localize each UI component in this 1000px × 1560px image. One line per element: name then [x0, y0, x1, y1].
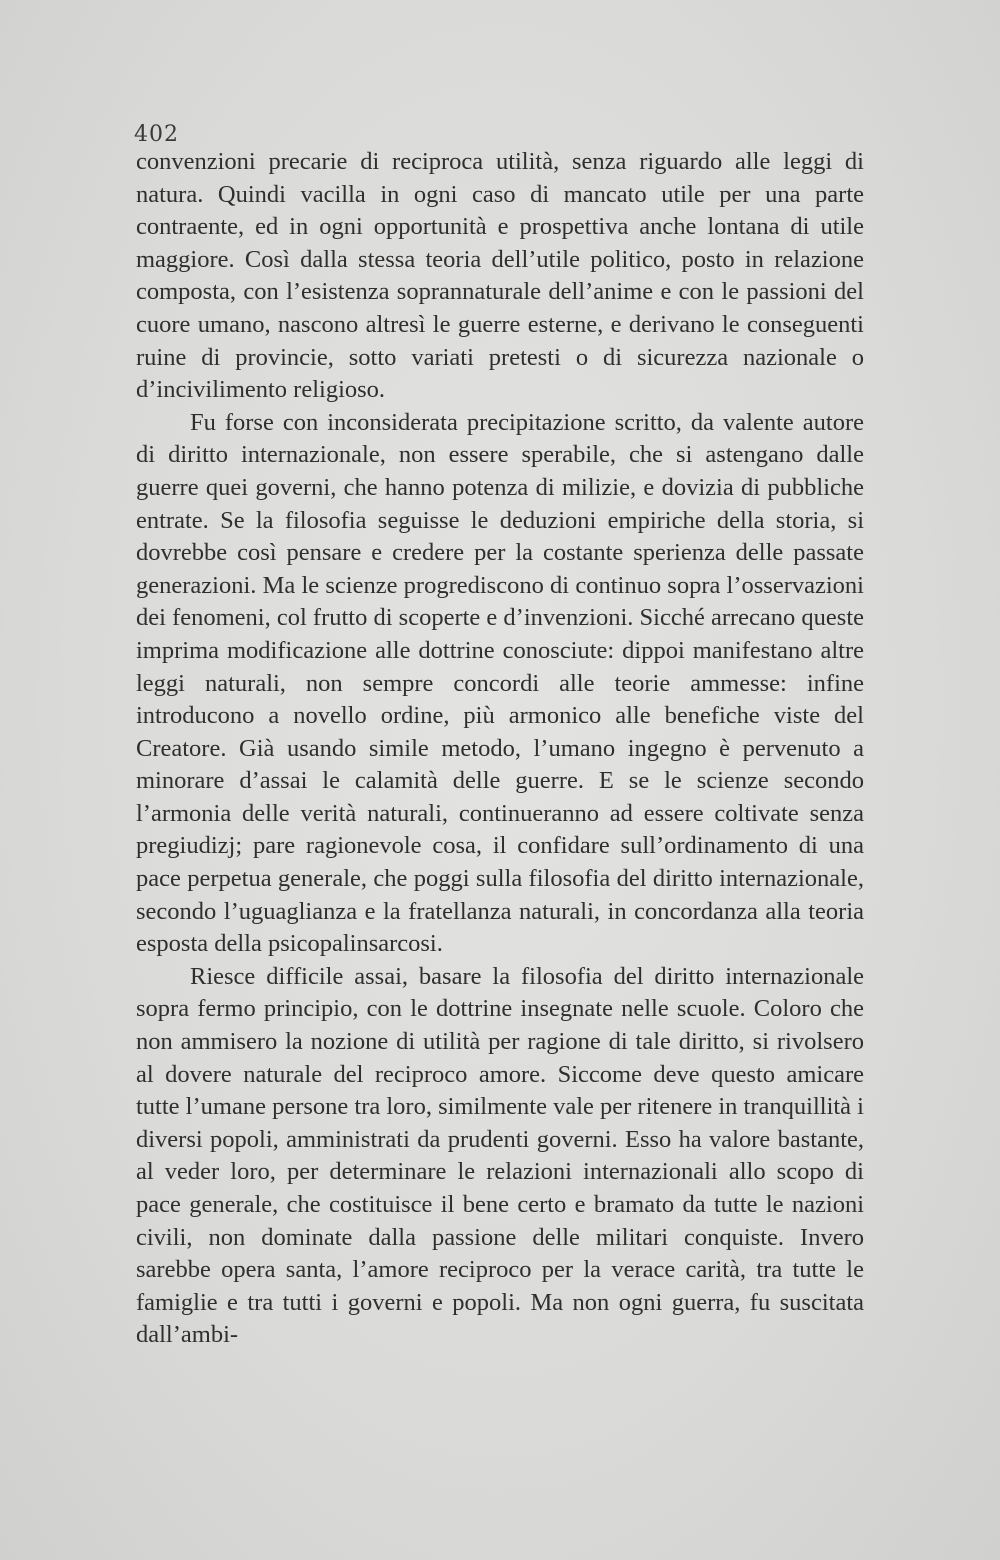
body-text [136, 146, 864, 1352]
paragraph-fu-forse: Fu forse con inconsiderata precipitazione scritto, da valente autore di diritto internazionale, non essere sperabile, che si astengano dalle guerre quei governi, che hanno potenza di milizie, e dovizia di pubbliche entrate. Se la filosofia seguisse le deduzioni empiriche della storia, si dovrebbe così pensare e credere per la costante sperienza delle passate generazioni. Ma le scienze progrediscono di continuo sopra l’osservazioni dei fenomeni, col frutto di scoperte e d’invenzioni. Sicché arrecano queste imprima modificazione alle dottrine conosciute: dippoi manifestano altre leggi naturali, non sempre concordi alle teorie ammesse: infine introducono a novello ordine, più armonico alle benefiche viste del Creatore. Già usando simile metodo, l’umano ingegno è pervenuto a minorare d’assai le calamità delle guerre. E se le scienze secondo l’armonia delle verità naturali, continueranno ad essere coltivate senza pregiudizj; pare ragionevole cosa, il confidare sull’ordinamento di una pace perpetua generale, che poggi sulla filosofia del diritto internazionale, secondo l’uguaglianza e la fratellanza naturali, in concordanza alla teoria esposta della psicopalinsarcosi. [136, 408, 864, 958]
page-number: 402 [134, 122, 179, 147]
paragraph-riesce-difficile: Riesce difficile assai, basare la filosofia del diritto internazionale sopra fermo principio, con le dottrine insegnate nelle scuole. Coloro che non ammisero la nozione di utilità per ragione di tale diritto, si rivolsero al dovere naturale del reciproco amore. Siccome deve questo amicare tutte l’umane persone tra loro, similmente vale per ritenere in tranquillità i diversi popoli, amministrati da prudenti governi. Esso ha valore bastante, al veder loro, per determinare le relazioni internazionali allo scopo di pace generale, che costituisce il bene certo e bramato da tutte le nazioni civili, non dominate dalla passione delle militari conquiste. Invero sarebbe opera santa, l’amore reciproco per la verace carità, tra tutte le famiglie e tra tutti i governi e popoli. Ma non ogni guerra, fu suscitata dall’ambi- [136, 962, 864, 1349]
paragraph-continuation: convenzioni precarie di reciproca utilità, senza riguardo alle leggi di natura. Quindi vacilla in ogni caso di mancato utile per una parte contraente, ed in ogni opportunità e prospettiva anche lontana di utile maggiore. Così dalla stessa teoria dell’utile politico, posto in relazione composta, con l’esistenza soprannaturale dell’anime e con le passioni del cuore umano, nascono altresì le guerre esterne, e derivano le conseguenti ruine di provincie, sotto variati pretesti o di sicurezza nazionale o d’incivilimento religioso. [136, 148, 864, 404]
